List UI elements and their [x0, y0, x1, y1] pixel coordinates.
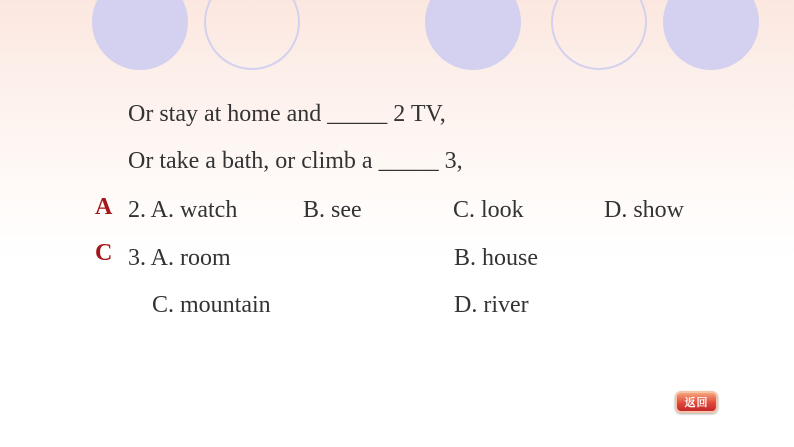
question-2-option-a: 2. A. watch: [128, 197, 238, 223]
question-3-option-b: B. house: [454, 245, 538, 271]
poem-line-1: Or stay at home and _____ 2 TV,: [128, 101, 446, 127]
answer-question-3: C: [95, 240, 113, 266]
question-2-option-c: C. look: [453, 197, 524, 223]
poem-line-2: Or take a bath, or climb a _____ 3,: [128, 148, 463, 174]
question-3-option-d: D. river: [454, 292, 529, 318]
question-3-option-a: 3. A. room: [128, 245, 231, 271]
question-2-option-d: D. show: [604, 197, 685, 223]
question-3-option-c: C. mountain: [152, 292, 271, 318]
answer-question-2: A: [95, 194, 113, 220]
back-button[interactable]: 返回: [675, 391, 718, 413]
question-2-option-b: B. see: [303, 197, 362, 223]
